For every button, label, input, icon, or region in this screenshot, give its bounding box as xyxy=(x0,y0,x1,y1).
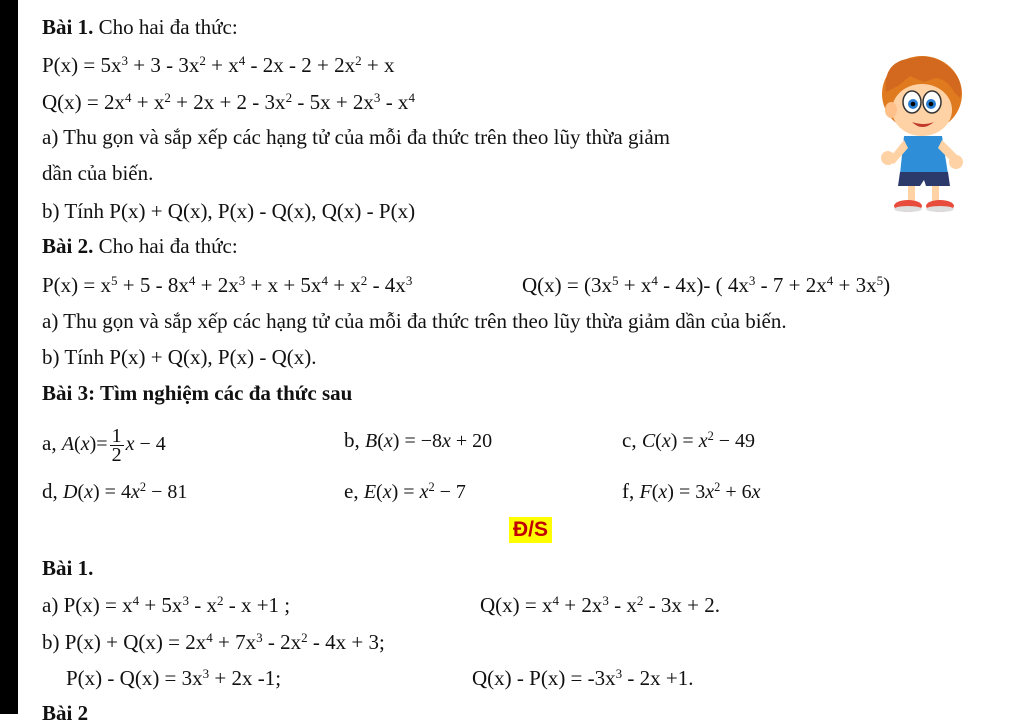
exercise-1-part-a: a) Thu gọn và sắp xếp các hạng tử của mỗi đa thức trên theo lũy thừa giảm xyxy=(42,125,670,149)
answer-tag: Đ/S xyxy=(509,517,552,543)
answer-1-b-diff2: $Q(x) - P(x) = -3x^3 - 2x +1$. xyxy=(472,665,694,690)
exercise-2-part-a: a) Thu gọn và sắp xếp các hạng tử của mỗi đa thức trên theo lũy thừa giảm dần của biến. xyxy=(42,309,787,333)
answer-1-a-q: $Q(x) = x^4 + 2x^3 - x^2 - 3x + 2$. xyxy=(480,592,720,617)
exercise-3-heading: Bài 3: Tìm nghiệm các đa thức sau xyxy=(42,381,353,405)
exercise-1-q: $Q(x) = 2x^4 + x^2 + 2x + 2 - 3x^2 - 5x + 2x^3 - x^4$ xyxy=(42,89,415,114)
exercise-3-item-b: b, B(x) = −8x + 20 xyxy=(344,428,493,452)
exercise-2-part-b: b) Tính P(x) + Q(x), P(x) - Q(x). xyxy=(42,345,317,369)
exercise-1-heading: Bài 1. Cho hai đa thức: xyxy=(42,15,238,39)
exercise-3-item-c: c, $C(x) = x^2 - 49$ xyxy=(622,428,756,452)
cartoon-boy-illustration xyxy=(864,52,972,218)
answer-1-b-diff: $P(x) - Q(x) = 3x^3 + 2x$ -1; xyxy=(66,665,282,690)
exercise-3-item-e: e, $E(x) = x^2 - 7$ xyxy=(344,479,466,503)
exercise-2-heading: Bài 2. Cho hai đa thức: xyxy=(42,234,238,258)
exercise-3-item-a: a, A(x)= $\frac{1}{2}$ x − 4 xyxy=(42,425,166,466)
left-black-bar xyxy=(0,0,18,714)
answer-1-heading: Bài 1. xyxy=(42,556,94,580)
exercise-3-item-f: f, $F(x) = 3x^2 + 6x$ xyxy=(622,479,761,503)
exercise-1-part-a-cont: dần của biến. xyxy=(42,161,154,185)
worksheet-page xyxy=(18,0,1024,725)
answer-1-b-sum: b) $P(x) + Q(x) = 2x^4 + 7x^3 - 2x^2 - 4x + 3$; xyxy=(42,629,385,654)
exercise-2-q: $Q(x) = (3x^5 + x^4 - 4x)-$ ( $4x^3 - 7 + 2x^4 + 3x^5$) xyxy=(522,272,891,297)
answer-1-a-p: a) $P(x) = x^4 + 5x^3 - x^2 - x +1$ ; xyxy=(42,592,291,617)
exercise-3-item-d: d, $D(x) = 4x^2 - 81$ xyxy=(42,479,188,503)
exercise-2-p: $P(x) = x^5 + 5 - 8x^4 + 2x^3 + x + 5x^4 + x^2 - 4x^3$ xyxy=(42,272,413,297)
exercise-1-p: $P(x) = 5x^3 + 3 - 3x^2 + x^4 - 2x - 2 + 2x^2 + x$ xyxy=(42,52,395,77)
answer-2-heading-cut: Bài 2 xyxy=(42,701,89,725)
exercise-1-part-b: b) Tính P(x) + Q(x), P(x) - Q(x), Q(x) - P(x) xyxy=(42,199,416,223)
